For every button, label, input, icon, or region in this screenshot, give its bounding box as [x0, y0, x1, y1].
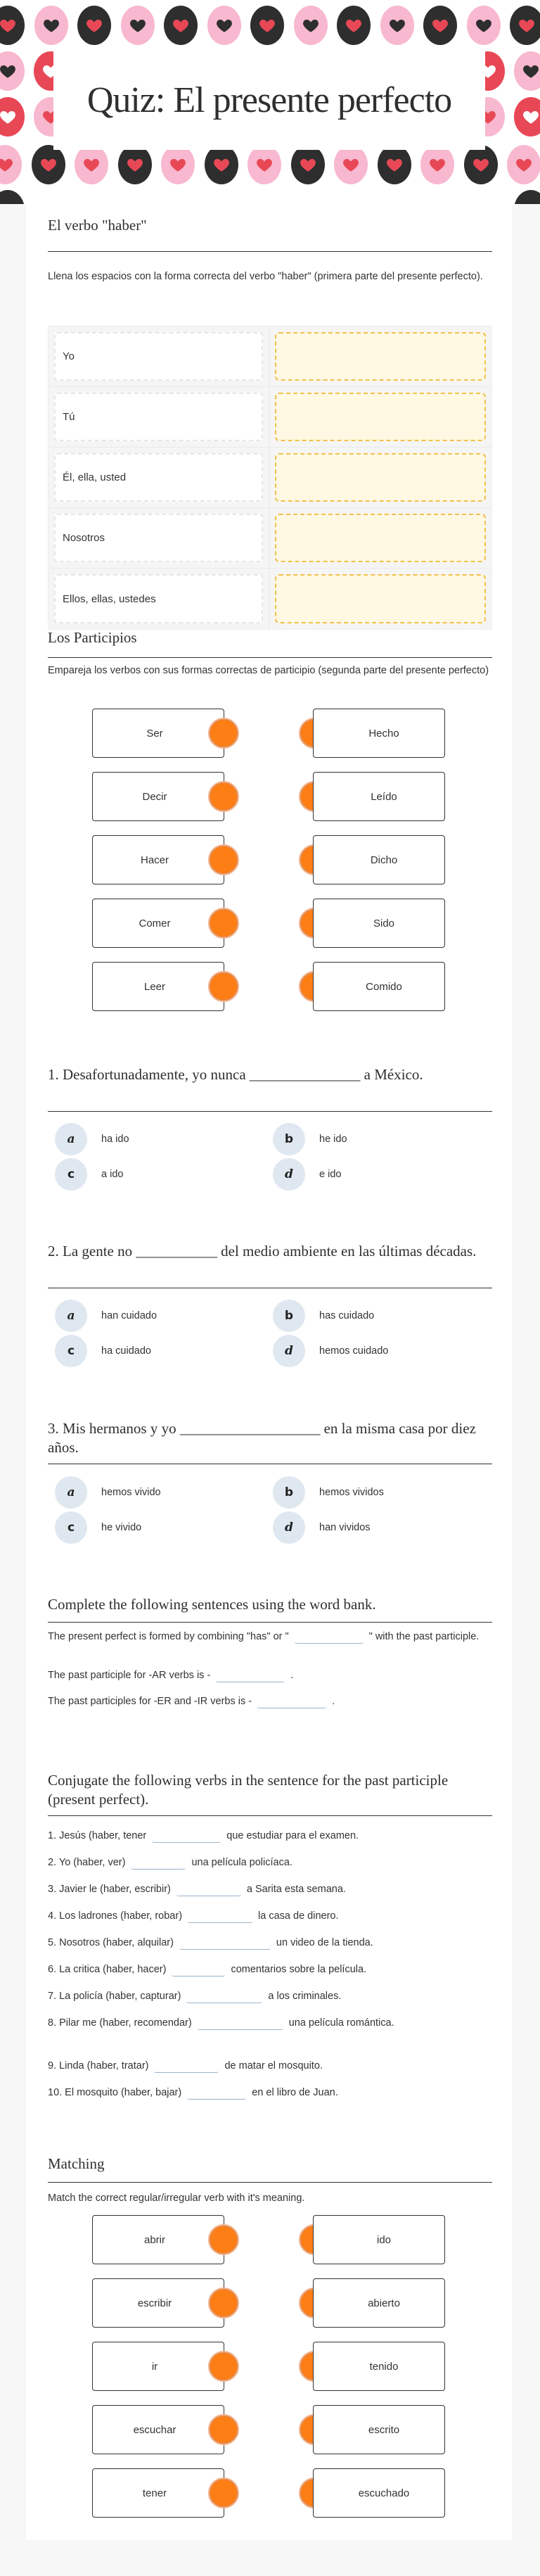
conjugate-item: 8. Pilar me (haber, recomendar) una película romántica.	[48, 2017, 394, 2029]
connector-handle[interactable]	[208, 718, 239, 749]
blank-input[interactable]	[186, 1989, 262, 2003]
instructions-participios: Empareja los verbos con sus formas correctas de participio (segunda parte del presente perfecto)	[48, 665, 489, 676]
match-row	[0, 899, 540, 948]
heart-icon	[34, 6, 68, 45]
heart-icon	[467, 6, 501, 45]
match-row	[0, 2468, 540, 2518]
fill-in-table	[48, 326, 492, 630]
fill-row	[49, 569, 491, 629]
word-bank-line-1: The present perfect is formed by combining "has" or " " with the past participle.	[48, 1631, 480, 1642]
option-letter-badge: c	[55, 1158, 87, 1191]
option-letter-badge: d	[273, 1158, 305, 1191]
heart-icon	[0, 6, 25, 45]
conjugate-item: 10. El mosquito (haber, bajar) en el libro de Juan.	[48, 2087, 338, 2098]
heart-icon	[514, 97, 540, 137]
connector-handle[interactable]	[208, 2224, 239, 2255]
match-row	[0, 709, 540, 758]
option-letter-badge: a	[55, 1300, 87, 1332]
conjugate-item: 9. Linda (haber, tratar) de matar el mosquito.	[48, 2060, 323, 2071]
match-item-left[interactable]: abrir	[92, 2215, 224, 2264]
heart-icon	[205, 145, 238, 184]
match-item-right[interactable]: Dicho	[313, 835, 445, 884]
connector-handle[interactable]	[208, 908, 239, 939]
match-item-right[interactable]: escrito	[313, 2405, 445, 2454]
heart-icon	[207, 6, 241, 45]
match-row	[0, 2405, 540, 2454]
fill-row	[49, 387, 491, 448]
match-item-right[interactable]: Comido	[313, 962, 445, 1011]
option-letter-badge: c	[55, 1335, 87, 1367]
option-b[interactable]: b has cuidado	[273, 1300, 374, 1332]
section-title-haber: El verbo "haber"	[48, 217, 147, 234]
fill-row	[49, 326, 491, 387]
match-item-right[interactable]: escuchado	[313, 2468, 445, 2518]
answer-drop-zone[interactable]	[275, 393, 486, 441]
option-d[interactable]: d e ido	[273, 1158, 341, 1191]
conjugate-item: 4. Los ladrones (haber, robar) la casa de dinero.	[48, 1910, 339, 1922]
match-row	[0, 2278, 540, 2328]
option-letter-badge: a	[55, 1123, 87, 1155]
option-c[interactable]: c he vivido	[55, 1511, 141, 1544]
fill-row	[49, 508, 491, 569]
match-item-right[interactable]: tenido	[313, 2342, 445, 2391]
match-row	[0, 2215, 540, 2264]
quiz-header-banner	[0, 0, 540, 204]
heart-icon	[75, 145, 108, 184]
connector-handle[interactable]	[208, 2414, 239, 2445]
match-item-left[interactable]: Comer	[92, 899, 224, 948]
section-title-matching: Matching	[48, 2155, 105, 2172]
option-letter-badge: a	[55, 1476, 87, 1509]
option-letter-badge: b	[273, 1300, 305, 1332]
option-letter-badge: d	[273, 1335, 305, 1367]
pronoun-label[interactable]: Yo	[54, 332, 263, 381]
heart-icon	[380, 6, 414, 45]
option-d[interactable]: d hemos cuidado	[273, 1335, 388, 1367]
heart-icon	[514, 51, 540, 91]
answer-drop-zone[interactable]	[275, 514, 486, 562]
heart-icon	[423, 6, 457, 45]
match-row	[0, 835, 540, 884]
heart-icon	[161, 145, 195, 184]
answer-drop-zone[interactable]	[275, 453, 486, 502]
blank-input[interactable]	[172, 1962, 225, 1977]
option-c[interactable]: c ha cuidado	[55, 1335, 151, 1367]
match-item-left[interactable]: Decir	[92, 772, 224, 821]
match-item-left[interactable]: Ser	[92, 709, 224, 758]
heart-icon	[378, 145, 411, 184]
option-letter-badge: c	[55, 1511, 87, 1544]
heart-icon	[248, 145, 281, 184]
section-title-conjugate: Conjugate the following verbs in the sentence for the past participle (present perfect).	[48, 1772, 449, 1808]
divider	[48, 2182, 492, 2183]
match-item-left[interactable]: escuchar	[92, 2405, 224, 2454]
heart-icon	[507, 145, 540, 184]
page-title: Quiz: El presente perfecto	[86, 80, 452, 120]
match-item-right[interactable]: Sido	[313, 899, 445, 948]
heart-icon	[0, 190, 25, 204]
option-a[interactable]: a hemos vivido	[55, 1476, 161, 1509]
heart-icon	[464, 145, 498, 184]
fill-row	[49, 448, 491, 508]
heart-icon	[250, 6, 284, 45]
option-letter-badge: b	[273, 1123, 305, 1155]
pronoun-label[interactable]: Él, ella, usted	[54, 453, 263, 502]
conjugate-item: 6. La critica (haber, hacer) comentarios sobre la película.	[48, 1964, 367, 1975]
blank-input[interactable]	[179, 1936, 271, 1950]
blank-input[interactable]	[295, 1630, 364, 1644]
answer-drop-zone[interactable]	[275, 332, 486, 381]
question-2-title: 2. La gente no ___________ del medio ambiente en las últimas décadas.	[48, 1243, 477, 1260]
option-a[interactable]: a ha ido	[55, 1123, 129, 1155]
blank-input[interactable]	[187, 2086, 246, 2100]
match-item-right[interactable]: Leído	[313, 772, 445, 821]
divider	[48, 251, 492, 252]
option-a[interactable]: a han cuidado	[55, 1300, 157, 1332]
pronoun-label[interactable]: Ellos, ellas, ustedes	[54, 574, 263, 623]
pronoun-label[interactable]: Tú	[54, 393, 263, 441]
match-item-right[interactable]: ido	[313, 2215, 445, 2264]
conjugate-item: 7. La policía (haber, capturar) a los criminales.	[48, 1991, 342, 2002]
match-item-right[interactable]: abierto	[313, 2278, 445, 2328]
option-b[interactable]: b he ido	[273, 1123, 347, 1155]
word-bank-line-3: The past participles for -ER and -IR verbs is - .	[48, 1696, 335, 1707]
blank-input[interactable]	[176, 1882, 241, 1896]
option-letter-badge: d	[273, 1511, 305, 1544]
instructions-haber: Llena los espacios con la forma correcta del verbo "haber" (primera parte del presente perfecto).	[48, 271, 483, 282]
answer-drop-zone[interactable]	[275, 574, 486, 623]
heart-icon	[514, 190, 540, 204]
connector-handle[interactable]	[208, 971, 239, 1002]
match-item-left[interactable]: ir	[92, 2342, 224, 2391]
option-d[interactable]: d han vividos	[273, 1511, 371, 1544]
divider	[48, 1815, 492, 1816]
heart-icon	[510, 6, 540, 45]
option-letter-badge: b	[273, 1476, 305, 1509]
blank-input[interactable]	[188, 1909, 252, 1923]
conjugate-item: 5. Nosotros (haber, alquilar) un video de la tienda.	[48, 1937, 373, 1948]
heart-icon	[420, 145, 454, 184]
option-b[interactable]: b hemos vividos	[273, 1476, 384, 1509]
connector-handle[interactable]	[208, 2351, 239, 2382]
blank-input[interactable]	[152, 1829, 221, 1843]
pronoun-label[interactable]: Nosotros	[54, 514, 263, 562]
conjugate-item: 1. Jesús (haber, tener que estudiar para el examen.	[48, 1830, 359, 1841]
match-row	[0, 962, 540, 1011]
heart-icon	[121, 6, 155, 45]
blank-input[interactable]	[216, 1668, 285, 1682]
heart-icon	[291, 145, 325, 184]
heart-icon	[0, 145, 22, 184]
heart-icon	[118, 145, 152, 184]
conjugate-item: 3. Javier le (haber, escribir) a Sarita esta semana.	[48, 1884, 346, 1895]
match-item-left[interactable]: escribir	[92, 2278, 224, 2328]
heart-icon	[0, 51, 25, 91]
heart-icon	[337, 6, 371, 45]
blank-input[interactable]	[198, 2016, 283, 2030]
blank-input[interactable]	[131, 1855, 186, 1870]
instructions-matching: Match the correct regular/irregular verb with it's meaning.	[48, 2193, 305, 2204]
heart-icon	[294, 6, 328, 45]
heart-icon	[334, 145, 368, 184]
heart-icon	[164, 6, 198, 45]
connector-handle[interactable]	[208, 2477, 239, 2508]
match-item-left[interactable]: Leer	[92, 962, 224, 1011]
option-c[interactable]: c a ido	[55, 1158, 123, 1191]
title-box	[53, 51, 485, 150]
match-item-right[interactable]: Hecho	[313, 709, 445, 758]
heart-icon	[77, 6, 111, 45]
section-title-word-bank: Complete the following sentences using the word bank.	[48, 1596, 376, 1613]
connector-handle[interactable]	[208, 2288, 239, 2318]
heart-icon	[32, 145, 65, 184]
match-row	[0, 772, 540, 821]
question-3-title: 3. Mis hermanos y yo ___________________ en la misma casa por diez años.	[48, 1420, 476, 1456]
match-item-left[interactable]: Hacer	[92, 835, 224, 884]
connector-handle[interactable]	[208, 781, 239, 812]
divider	[48, 1111, 492, 1112]
heart-icon	[0, 97, 25, 137]
connector-handle[interactable]	[208, 844, 239, 875]
blank-input[interactable]	[154, 2059, 219, 2073]
question-1-title: 1. Desafortunadamente, yo nunca _______________ a México.	[48, 1066, 423, 1083]
section-title-participios: Los Participios	[48, 629, 137, 646]
blank-input[interactable]	[257, 1694, 326, 1708]
word-bank-line-2: The past participle for -AR verbs is - .	[48, 1670, 294, 1681]
match-item-left[interactable]: tener	[92, 2468, 224, 2518]
divider	[48, 1622, 492, 1623]
conjugate-item: 2. Yo (haber, ver) una película policíaca.	[48, 1857, 292, 1868]
match-row	[0, 2342, 540, 2391]
divider	[48, 657, 492, 658]
